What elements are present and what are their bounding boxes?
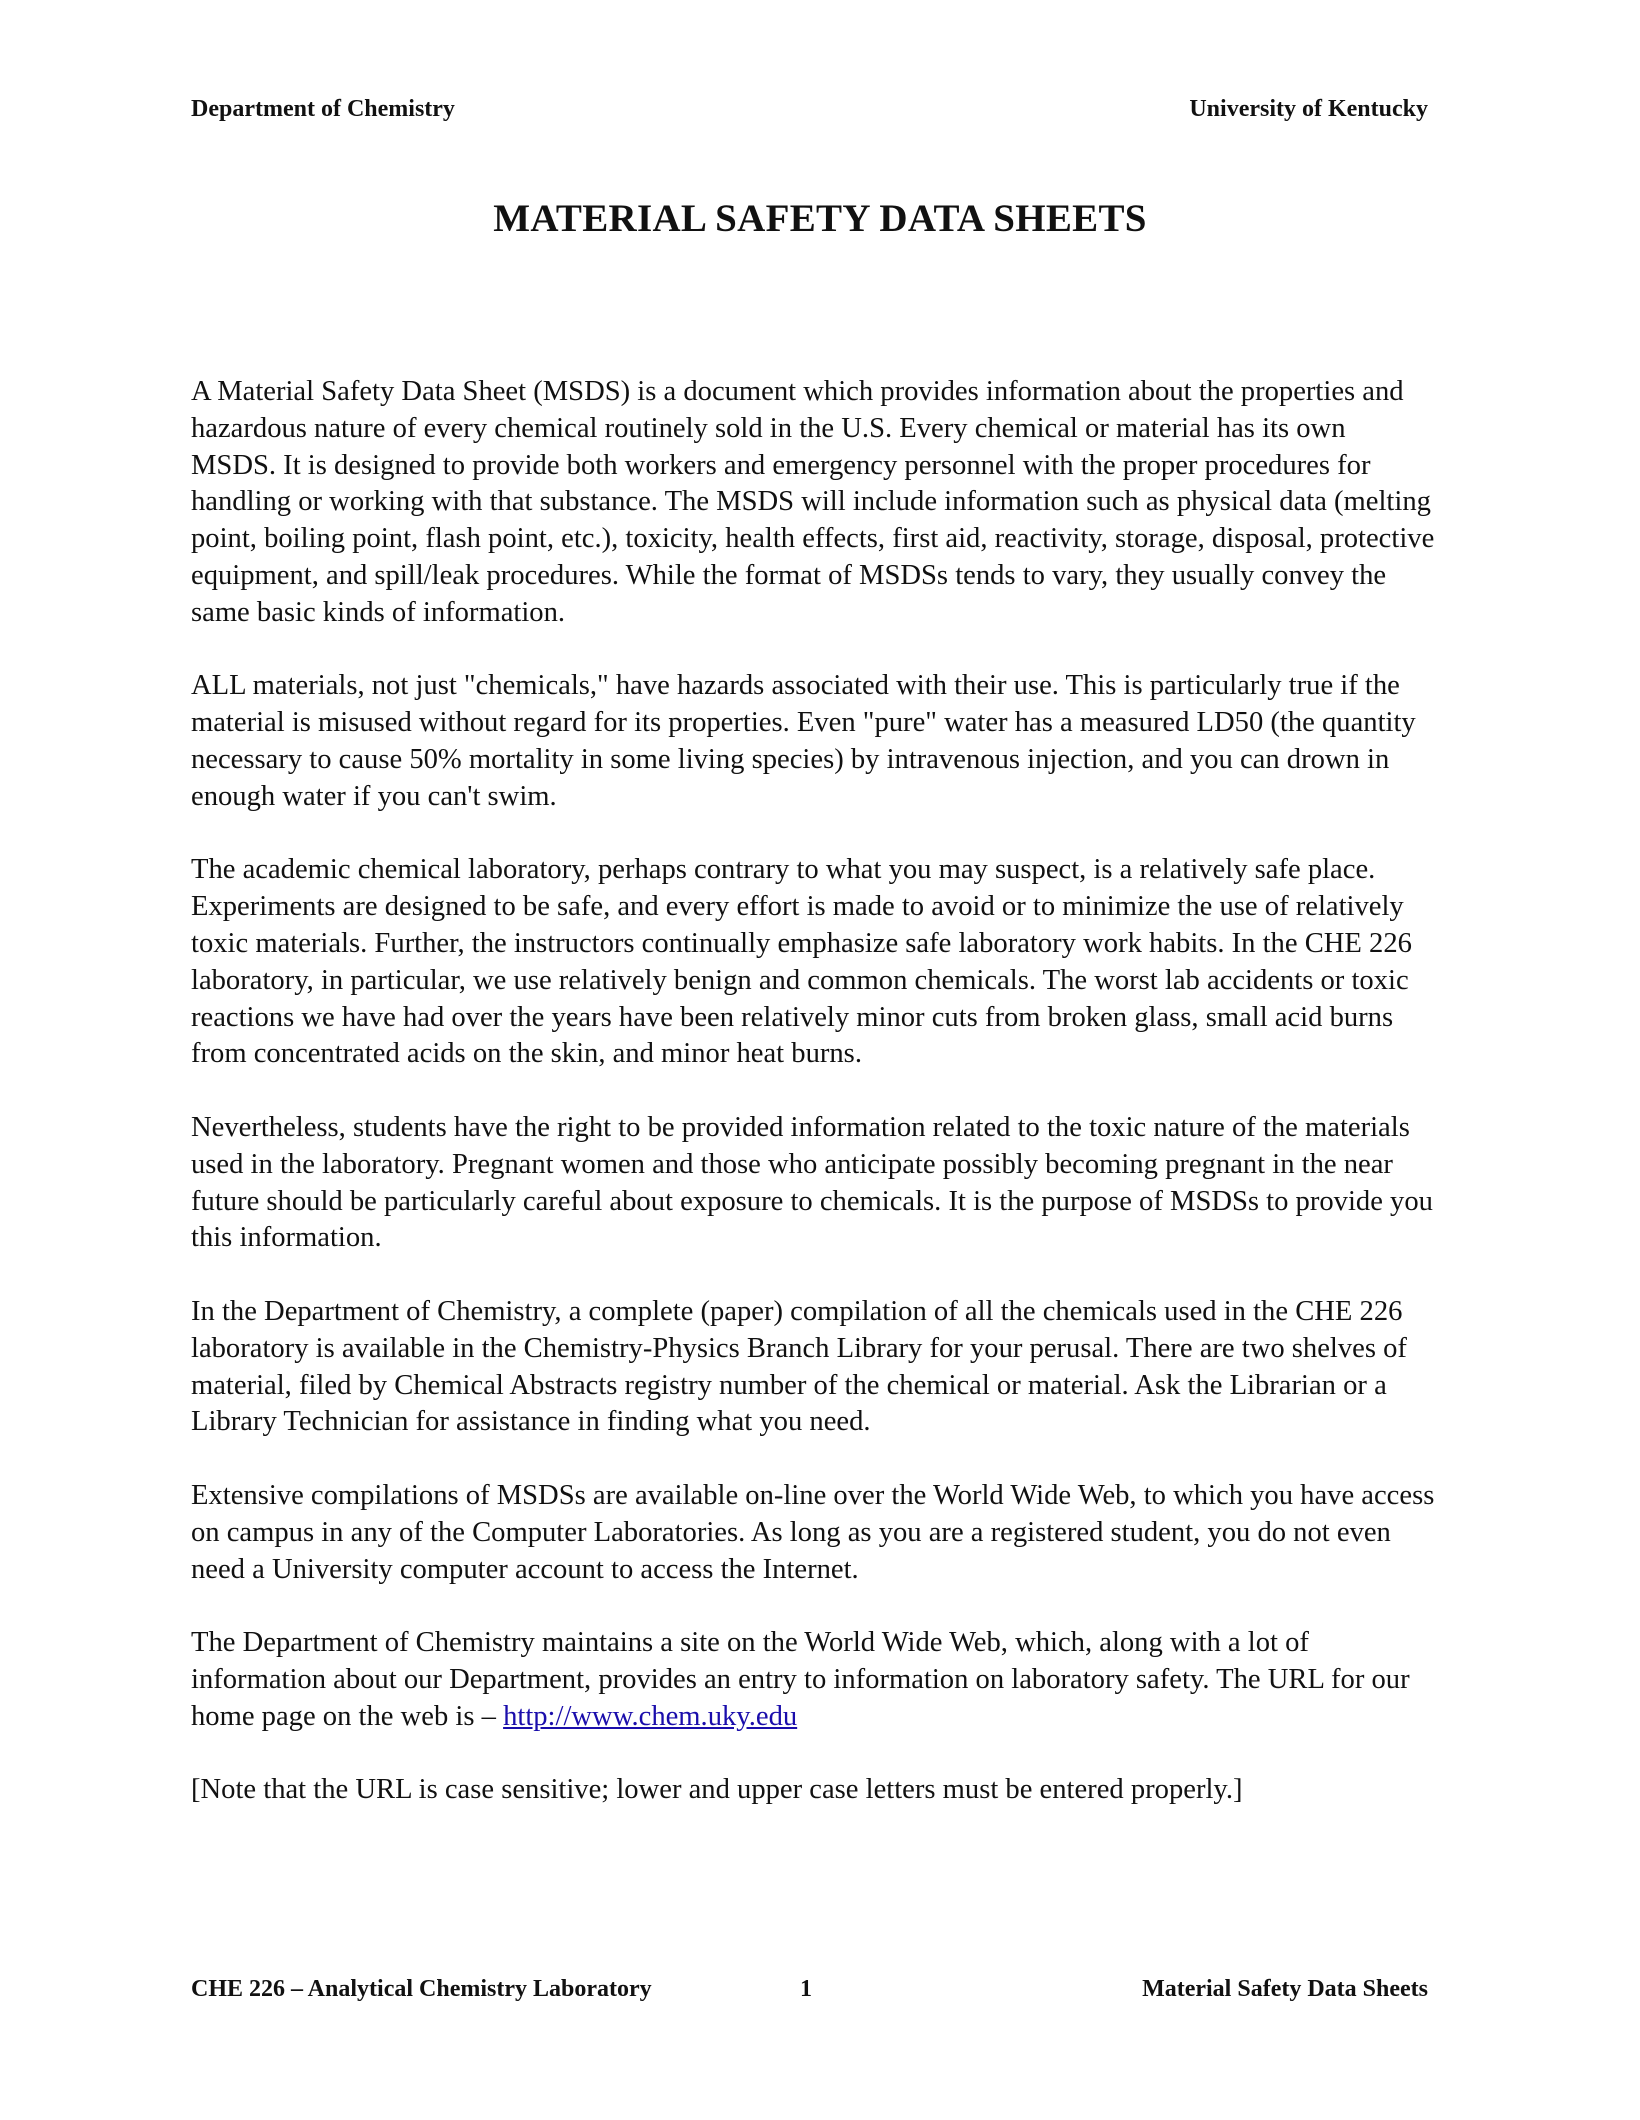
footer-page-number: 1 [800, 1976, 812, 2002]
page-title: MATERIAL SAFETY DATA SHEETS [493, 197, 1147, 240]
header-department: Department of Chemistry [191, 96, 455, 122]
page-footer [191, 1976, 1428, 2006]
paragraph-url-note: [Note that the URL is case sensitive; lower and upper case letters must be entered properly.] [191, 1774, 1243, 1806]
paragraph-paper-compilation: In the Department of Chemistry, a complete (paper) compilation of all the chemicals used in the CHE 226 laboratory is available in the Chemistry-Physics Branch Library for your perusal. There are two shelves of material, filed by Chemical Abstracts registry number of the chemical or material. Ask the Librarian or a Library Technician for assistance in finding what you need. [191, 1295, 1407, 1438]
footer-course: CHE 226 – Analytical Chemistry Laboratory [191, 1976, 652, 2002]
paragraph-online-compilations: Extensive compilations of MSDSs are available on-line over the World Wide Web, to which you have access on campus in any of the Computer Laboratories. As long as you are a registered student, you do not even need a University computer account to access the Internet. [191, 1479, 1435, 1585]
paragraph-department-website [191, 1625, 1436, 1735]
header-university: University of Kentucky [1189, 96, 1428, 122]
website-text: The Department of Chemistry maintains a site on the World Wide Web, which, along with a lot of information about our Department, provides an entry to information on laboratory safety. The URL for our home page on the web is – [191, 1627, 1410, 1732]
footer-section-title: Material Safety Data Sheets [1142, 1976, 1428, 2002]
page-header [191, 96, 1428, 123]
paragraph-msds-definition: A Material Safety Data Sheet (MSDS) is a document which provides information about the properties and hazardous nature of every chemical routinely sold in the U.S. Every chemical or material has its own MSDS. It is designed to provide both workers and emergency personnel with the proper procedures for handling or working with that substance. The MSDS will include information such as physical data (melting point, boiling point, flash point, etc.), toxicity, health effects, first aid, reactivity, storage, disposal, protective equipment, and spill/leak procedures. While the format of MSDSs tends to vary, they usually convey the same basic kinds of information. [191, 376, 1435, 628]
paragraph-student-rights: Nevertheless, students have the right to be provided information related to the toxic nature of the materials used in the laboratory. Pregnant women and those who anticipate possibly becoming pregnant in the near future should be particularly careful about exposure to chemicals. It is the purpose of MSDSs to provide you this information. [191, 1111, 1433, 1254]
paragraph-material-hazards: ALL materials, not just "chemicals," have hazards associated with their use. This is particularly true if the material is misused without regard for its properties. Even "pure" water has a measured LD50 (the quantity necessary to cause 50% mortality in some living species) by intravenous injection, and you can drown in enough water if you can't swim. [191, 670, 1416, 812]
document-body [191, 374, 1436, 1846]
paragraph-lab-safety: The academic chemical laboratory, perhaps contrary to what you may suspect, is a relatively safe place. Experiments are designed to be safe, and every effort is made to avoid or to minimize the use of relatively toxic materials. Further, the instructors continually emphasize safe laboratory work habits. In the CHE 226 laboratory, in particular, we use relatively benign and common chemicals. The worst lab accidents or toxic reactions we have had over the years have been relatively minor cuts from broken glass, small acid burns from concentrated acids on the skin, and minor heat burns. [191, 854, 1412, 1070]
department-url-link[interactable]: http://www.chem.uky.edu [503, 1700, 798, 1732]
